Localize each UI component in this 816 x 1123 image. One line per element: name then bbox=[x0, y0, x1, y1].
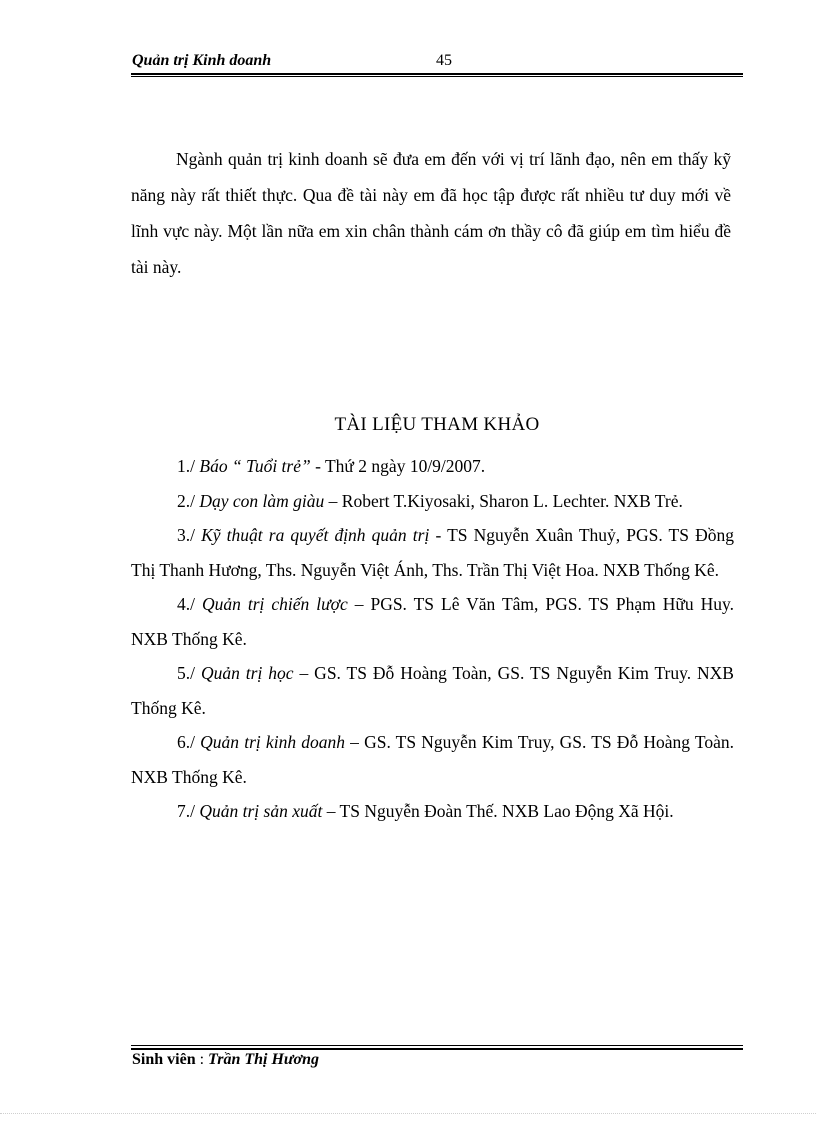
reference-title: Dạy con làm giàu bbox=[199, 490, 325, 511]
reference-details: - TS Nguyễn Xuân Thuỷ, PGS. TS Đồng Thị Thanh Hương, Ths. Nguyễn Việt Ánh, Ths. Trần Thị Việt Hoa. NXB Thống Kê. bbox=[131, 525, 734, 580]
reference-number: 7./ bbox=[177, 801, 200, 821]
reference-item bbox=[131, 518, 734, 587]
reference-number: 1./ bbox=[177, 456, 200, 476]
reference-details: – PGS. TS Lê Văn Tâm, PGS. TS Phạm Hữu Huy. NXB Thống Kê. bbox=[131, 594, 734, 649]
footer-separator: : bbox=[195, 1051, 209, 1068]
reference-details: - Thứ 2 ngày 10/9/2007. bbox=[310, 456, 486, 476]
reference-title: Quản trị sản xuất bbox=[199, 801, 323, 821]
header-rule-thin bbox=[131, 76, 743, 77]
reference-number: 5./ bbox=[177, 663, 201, 683]
references-heading: TÀI LIỆU THAM KHẢO bbox=[334, 414, 540, 435]
running-header-title: Quản trị Kinh doanh bbox=[132, 52, 272, 69]
references-list bbox=[131, 449, 734, 829]
footer-student bbox=[132, 1051, 319, 1069]
reference-details: – TS Nguyễn Đoàn Thế. NXB Lao Động Xã Hội. bbox=[322, 801, 674, 821]
conclusion-paragraph: Ngành quản trị kinh doanh sẽ đưa em đến với vị trí lãnh đạo, nên em thấy kỹ năng này rất thiết thực. Qua đề tài này em đã học tập được rất nhiều tư duy mới về lĩnh vực này. Một lần nữa em xin chân thành cám ơn thầy cô đã giúp em tìm hiểu đề tài này. bbox=[131, 149, 731, 277]
reference-details: – Robert T.Kiyosaki, Sharon L. Lechter. NXB Trẻ. bbox=[324, 490, 683, 511]
reference-item bbox=[131, 449, 734, 484]
footer-rule-thin bbox=[131, 1045, 743, 1046]
reference-details: – GS. TS Đỗ Hoàng Toàn, GS. TS Nguyễn Kim Truy. NXB Thống Kê. bbox=[131, 663, 734, 718]
reference-title: Báo “ Tuổi trẻ” bbox=[199, 456, 311, 476]
reference-item bbox=[131, 725, 734, 794]
footer-rule bbox=[131, 1048, 743, 1050]
page-number: 45 bbox=[436, 52, 452, 69]
reference-title: Quản trị chiến lược bbox=[201, 594, 348, 614]
reference-number: 3./ bbox=[177, 525, 202, 545]
reference-item bbox=[131, 484, 734, 519]
reference-number: 2./ bbox=[177, 490, 200, 511]
footer-label: Sinh viên bbox=[132, 1051, 196, 1068]
reference-title: Quản trị kinh doanh bbox=[200, 732, 345, 752]
header-rule bbox=[131, 73, 743, 75]
student-name: Trần Thị Hương bbox=[208, 1051, 319, 1068]
reference-number: 4./ bbox=[177, 594, 202, 614]
reference-title: Quản trị học bbox=[200, 663, 294, 683]
reference-item bbox=[131, 587, 734, 656]
reference-number: 6./ bbox=[177, 732, 201, 752]
page-edge-divider bbox=[0, 1113, 816, 1114]
reference-item bbox=[131, 656, 734, 725]
reference-item bbox=[131, 794, 734, 829]
reference-details: – GS. TS Nguyễn Kim Truy, GS. TS Đỗ Hoàng Toàn. NXB Thống Kê. bbox=[131, 732, 734, 787]
reference-title: Kỹ thuật ra quyết định quản trị bbox=[201, 525, 430, 545]
